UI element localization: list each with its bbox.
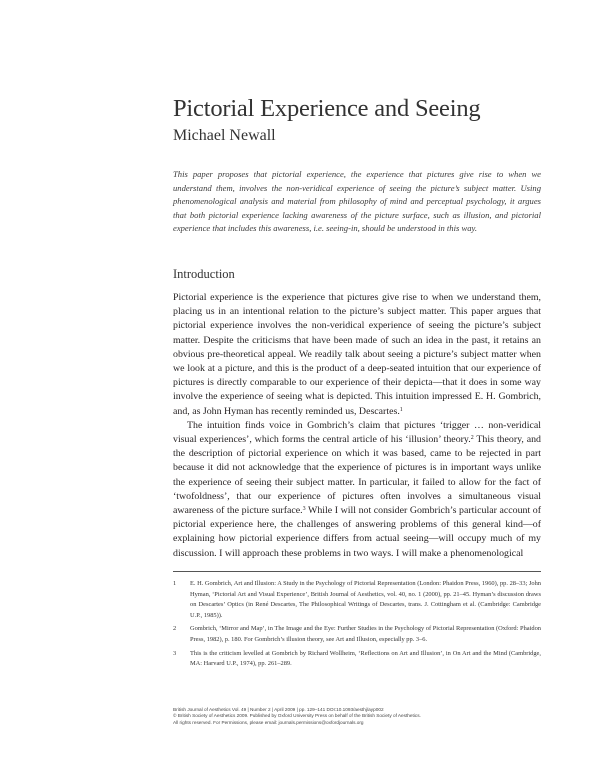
footnote-text: Gombrich, ‘Mirror and Map’, in The Image and the Eye: Further Studies in the Psychology of Pictorial Representation (Oxford: Phaidon Press, 1982), p. 180. For Gombrich’s illusion theory, see Art and Illusion, especially pp. 3–6. — [190, 625, 541, 643]
footer-citation: British Journal of Aesthetics Vol. 49 | Number 2 | April 2009 | pp. 129–141 DOI:10.1093/aesthj/ayp002 — [173, 707, 384, 712]
footnote-divider — [173, 571, 541, 572]
body-text — [173, 291, 541, 561]
footnote-number: 2 — [173, 625, 177, 633]
footnote-ref-3: 3 — [302, 506, 306, 513]
footnote-number: 1 — [173, 580, 177, 587]
section-heading: Introduction — [173, 267, 235, 281]
paragraph-1-text: Pictorial experience is the experience that pictures give rise to when we understand them, placing us in an intentional relation to the picture’s subject matter. This paper argues that pictorial experience involves the non-veridical experience of seeing the picture’s subject matter. Despite the criticisms that have been made of such an idea in the past, it retains an obvious pre-theoretical appeal. We readily talk about seeing a picture’s subject matter when we look at a picture, and this is the product of a deep-seated intuition that our experience of pictures is directly comparable to our experience of their depicta—that it does in some way involve the experience of seeing what is depicted. This intuition impressed E. H. Gombrich, and, as John Hyman has recently reminded us, Descartes. — [173, 292, 541, 417]
footnote-ref-2: 2 — [470, 435, 474, 442]
paper-author: Michael Newall — [173, 127, 276, 144]
paragraph-2-text-a: The intuition finds voice in Gombrich’s claim that pictures ‘trigger … non-veridical visual experiences’, which forms the central article of his ‘illusion’ theory. — [173, 419, 541, 446]
footnote-text: This is the criticism levelled at Gombrich by Richard Wollheim, ‘Reflections on Art and Illusion’, in On Art and the Mind (Cambridge, MA: Harvard U.P., 1974), pp. 261–289. — [190, 649, 541, 668]
footnote — [173, 649, 541, 670]
abstract-text: This paper proposes that pictorial experience, the experience that pictures give rise to when we understand them, involves the non-veridical experience of seeing the picture’s subject matter. Using phenomenological analysis and material from philosophy of mind and perceptual psychology, it argues that both pictorial experience lacking awareness of the picture surface, such as illusion, and pictorial experience that includes this awareness, i.e. seeing-in, should be understood in this way. — [173, 169, 541, 234]
footer-permissions: All rights reserved. For Permissions, please email: journals.permissions@oxfordjournals.org — [173, 719, 364, 725]
abstract — [173, 168, 541, 236]
footer-copyright: © British Society of Aesthetics 2009. Published by Oxford University Press on behalf of the British Society of Aesthetics. — [173, 713, 421, 719]
footnote-number: 3 — [173, 649, 177, 657]
paragraph-2-text-b: This theory, and the description of pictorial experience on which it was based, came to be rejected in part because it did not acknowledge that the experience of pictures is in important ways unlike the experience of seeing their subject matter. In particular, it failed to allow for the fact of ‘twofoldness’, that our experience of pictures often involves a simultaneous visual awareness of the picture surface. — [173, 434, 541, 517]
journal-footer — [173, 707, 541, 726]
paper-title: Pictorial Experience and Seeing — [173, 95, 481, 122]
footnotes — [173, 579, 541, 673]
footnote — [173, 579, 541, 621]
footnote — [173, 624, 541, 645]
footnote-ref-1: 1 — [399, 406, 403, 413]
paragraph-2-text-c: While I will not consider Gombrich’s particular account of pictorial experience here, the challenges of answering problems of this general kind—of explaining how pictorial experience differs from actual seeing—will occupy much of my discussion. I will approach these problems in two ways. I will make a phenomenological — [173, 505, 541, 559]
paragraph-2 — [173, 419, 541, 561]
footnote-text: E. H. Gombrich, Art and Illusion: A Study in the Psychology of Pictorial Representation (London: Phaidon Press, 1960), pp. 28–33; John Hyman, ‘Pictorial Art and Visual Experience’, British Journal of Aesthetics, vol. 40, no. 1 (2000), pp. 21–45. Hyman’s discussion draws on Descartes’ Optics (in René Descartes, The Philosophical Writings of Descartes, trans. J. Cottingham et al. (Cambridge: Cambridge U.P., 1985)). — [190, 580, 541, 619]
paragraph-1 — [173, 291, 541, 419]
